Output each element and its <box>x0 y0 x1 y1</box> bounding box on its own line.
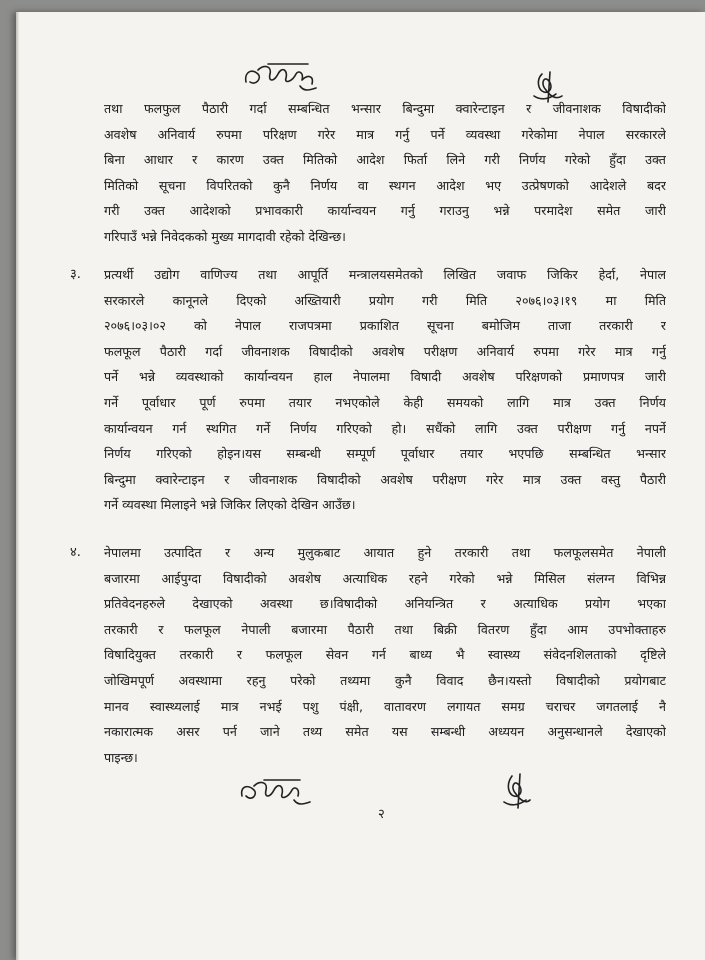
text-line: तरकारी र फलफूल नेपाली बजारमा पैठारी तथा बिक्री वितरण हुँदा आम उपभोक्ताहरु <box>104 621 666 637</box>
paragraph-3 <box>70 262 666 518</box>
signature-top <box>238 60 328 96</box>
paragraph-intro <box>104 96 666 250</box>
text-line: मितिको सूचना विपरितको कुनै निर्णय वा स्थगन आदेश भए उत्प्रेषणको आदेशले बदर <box>104 177 666 193</box>
paragraph-4 <box>70 540 666 770</box>
text-line: बिना आधार र कारण उक्त मितिको आदेश फिर्ता लिने गरी निर्णय गरेको हुँदा उक्त <box>104 152 666 168</box>
text-line: नकारात्मक असर पर्न जाने तथ्य समेत यस सम्बन्धी अध्ययन अनुसन्धानले देखाएको <box>104 724 666 740</box>
text-line: प्रत्यर्थी उद्योग वाणिज्य तथा आपूर्ति मन्त्रालयसमेतको लिखित जवाफ जिकिर हेर्दा, नेपाल <box>104 267 666 282</box>
signature-bottom <box>236 776 316 810</box>
text-line: विषादियुक्त तरकारी र फलफूल सेवन गर्न बाध्य भै स्वास्थ्य संवेदनशिलताको दृष्टिले <box>104 647 666 663</box>
text-line: अवशेष अनिवार्य रुपमा परिक्षण गरेर मात्र गर्नु पर्ने व्यवस्था गरेकोमा नेपाल सरकारले <box>104 126 666 142</box>
text-line: जोखिमपूर्ण अवस्थामा रहनु परेको तथ्यमा कुनै विवाद छैन।यस्तो विषादीको प्रयोगबाट <box>104 672 666 688</box>
text-line: २०७६।०३।०२ को नेपाल राजपत्रमा प्रकाशित सूचना बमोजिम ताजा तरकारी र <box>104 318 666 334</box>
text-line: बजारमा आईपुग्दा विषादीको अवशेष अत्याधिक रहने गरेको भन्ने मिसिल संलग्न विभिन्न <box>104 570 666 586</box>
text-line: प्रतिवेदनहरुले देखाएको अवस्था छ।विषादीको अनियन्त्रित र अत्याधिक प्रयोग भएका <box>104 596 666 612</box>
text-line: बिन्दुमा क्वारेन्टाइन र जीवनाशक विषादीको अवशेष परीक्षण गरेर मात्र उक्त वस्तु पैठारी <box>104 471 666 487</box>
page-number: २ <box>378 807 385 822</box>
text-line: गरिपाउँ भन्ने निवेदकको मुख्य मागदावी रहेको देखिन्छ। <box>104 228 346 244</box>
text-line: नेपालमा उत्पादित र अन्य मुलुकबाट आयात हुने तरकारी तथा फलफूलसमेत नेपाली <box>104 545 666 560</box>
text-line: पर्ने भन्ने व्यवस्थाको कार्यान्वयन हाल नेपालमा विषादी अवशेष परिक्षणको प्रमाणपत्र जारी <box>104 369 666 385</box>
initials-bottom <box>496 772 536 812</box>
page-edge-shadow <box>16 12 19 960</box>
text-line: गरी उक्त आदेशको प्रभावकारी कार्यान्वयन गर्नु गराउनु भन्ने परमादेश समेत जारी <box>104 203 666 219</box>
text-line: मानव स्वास्थ्यलाई मात्र नभई पशु पंक्षी, वातावरण लगायत समग्र चराचर जगतलाई नै <box>104 698 666 714</box>
text-line: गर्ने व्यवस्था मिलाइने भन्ने जिकिर लिएको देखिन आउँछ। <box>104 497 356 513</box>
paragraph-number: ४. <box>70 545 81 560</box>
text-line: फलफूल पैठारी गर्दा जीवनाशक विषादीको अवशेष परीक्षण अनिवार्य रुपमा गरेर मात्र गर्नु <box>104 343 666 359</box>
text-line: पाइन्छ। <box>104 749 138 765</box>
text-line: गर्ने पूर्वाधार पूर्ण रुपमा तयार नभएकोले केही समयको लागि मात्र उक्त निर्णय <box>104 394 666 410</box>
text-line: कार्यान्वयन गर्न स्थगित गर्ने निर्णय गरिएको हो। सधैंको लागि उक्त परीक्षण गर्नु नपर्ने <box>104 420 666 436</box>
text-line: निर्णय गरिएको होइन।यस सम्बन्धी सम्पूर्ण पूर्वाधार तयार भएपछि सम्बन्धित भन्सार <box>104 446 666 462</box>
text-line: सरकारले कानूनले दिएको अख्तियारी प्रयोग गरी मिति २०७६।०३।१९ मा मिति <box>104 292 666 308</box>
text-line: तथा फलफुल पैठारी गर्दा सम्बन्धित भन्सार बिन्दुमा क्वारेन्टाइन र जीवनाशक विषादीको <box>104 101 666 116</box>
paragraph-number: ३. <box>70 267 81 282</box>
